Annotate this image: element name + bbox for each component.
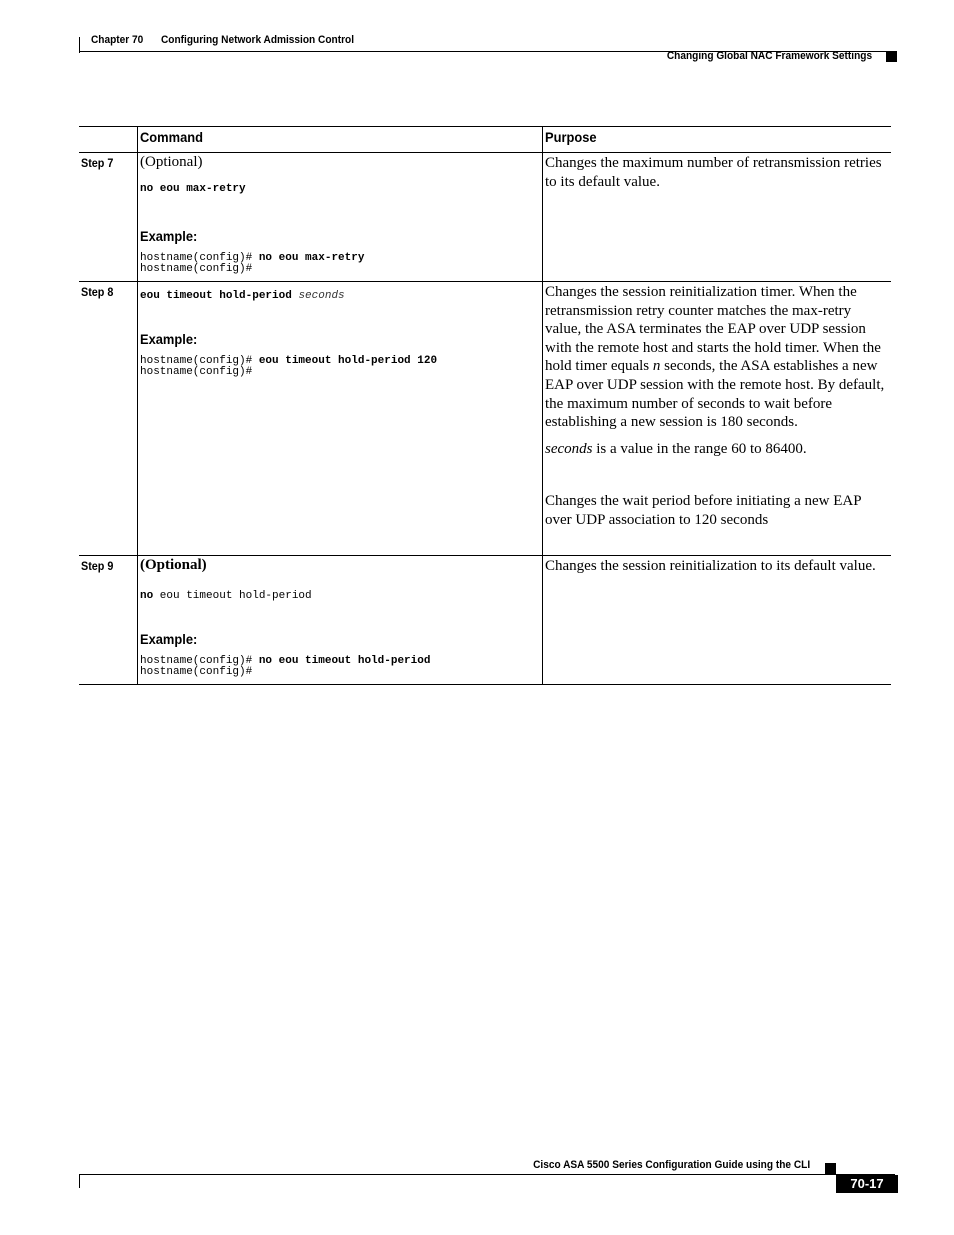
page-number: 70-17: [836, 1175, 898, 1193]
chapter-title: Configuring Network Admission Control: [161, 34, 355, 46]
row-divider: [79, 281, 891, 282]
command-syntax: [140, 585, 312, 603]
footer-title: Cisco ASA 5500 Series Configuration Guide using the CLI: [532, 1159, 810, 1171]
purpose-text-part: Changes the session reinitialization timer. When the retransmission retry counter matches the max-retry value, the ASA terminates the EAP over UDP session with the remote host and starts the hold timer. When the hold timer equals: [545, 284, 881, 375]
purpose-text: [545, 283, 885, 530]
table-bottom-rule: [79, 684, 891, 685]
example-command: no eou max-retry: [258, 252, 365, 264]
footer-marker: [825, 1163, 836, 1174]
command-keyword: no: [140, 590, 154, 602]
step-label: Step 7: [81, 156, 114, 170]
table-header-rule: [79, 152, 891, 153]
column-divider: [137, 126, 138, 685]
row-divider: [79, 555, 891, 556]
purpose-paragraph: Changes the maximum number of retransmission retries to its default value.: [545, 155, 882, 190]
section-title: Changing Global NAC Framework Settings: [666, 50, 872, 62]
optional-label: (Optional): [140, 557, 207, 573]
chapter-number: Chapter 70: [91, 34, 144, 46]
column-divider: [542, 126, 543, 685]
command-syntax: no eou max-retry: [140, 183, 246, 195]
step-label: Step 8: [81, 285, 114, 299]
prompt: hostname(config)#: [140, 655, 259, 667]
command-rest: eou timeout hold-period: [153, 590, 312, 602]
footer-rule: [79, 1174, 895, 1175]
prompt: hostname(config)#: [140, 355, 259, 367]
purpose-text-part: seconds, the ASA establishes a new EAP over UDP session with the remote host. By default, the maximum number of seconds to wait before establishing a new session is 180 seconds.: [545, 358, 885, 431]
purpose-paragraph: [545, 440, 885, 459]
command-syntax: [140, 285, 345, 303]
command-keyword: eou timeout hold-period: [140, 290, 299, 302]
footer-left-rule: [79, 1174, 80, 1188]
example-label: Example:: [140, 631, 198, 647]
prompt: hostname(config)#: [140, 666, 253, 678]
purpose-variable: n: [652, 358, 661, 375]
example-command: eou timeout hold-period 120: [258, 355, 438, 367]
prompt: hostname(config)#: [140, 252, 259, 264]
purpose-variable: seconds: [545, 440, 593, 457]
command-column-header: Command: [140, 129, 203, 145]
command-argument: seconds: [298, 290, 345, 302]
example-label: Example:: [140, 228, 198, 244]
table-top-rule: [79, 126, 891, 127]
purpose-paragraph: Changes the wait period before initiating a new EAP over UDP association to 120 seconds: [545, 493, 862, 528]
prompt: hostname(config)#: [140, 366, 253, 378]
header-marker: [886, 51, 897, 62]
example-label: Example:: [140, 331, 198, 347]
purpose-paragraph: Changes the session reinitialization to its default value.: [545, 558, 876, 574]
purpose-column-header: Purpose: [545, 129, 597, 145]
purpose-paragraph: [545, 283, 885, 432]
optional-label: (Optional): [140, 154, 203, 170]
purpose-text: [545, 557, 885, 576]
command-table: [79, 126, 891, 686]
example-command: no eou timeout hold-period: [258, 655, 431, 667]
purpose-text: [545, 154, 885, 191]
prompt: hostname(config)#: [140, 263, 253, 275]
step-label: Step 9: [81, 559, 114, 573]
purpose-text-part: is a value in the range 60 to 86400.: [592, 440, 807, 457]
